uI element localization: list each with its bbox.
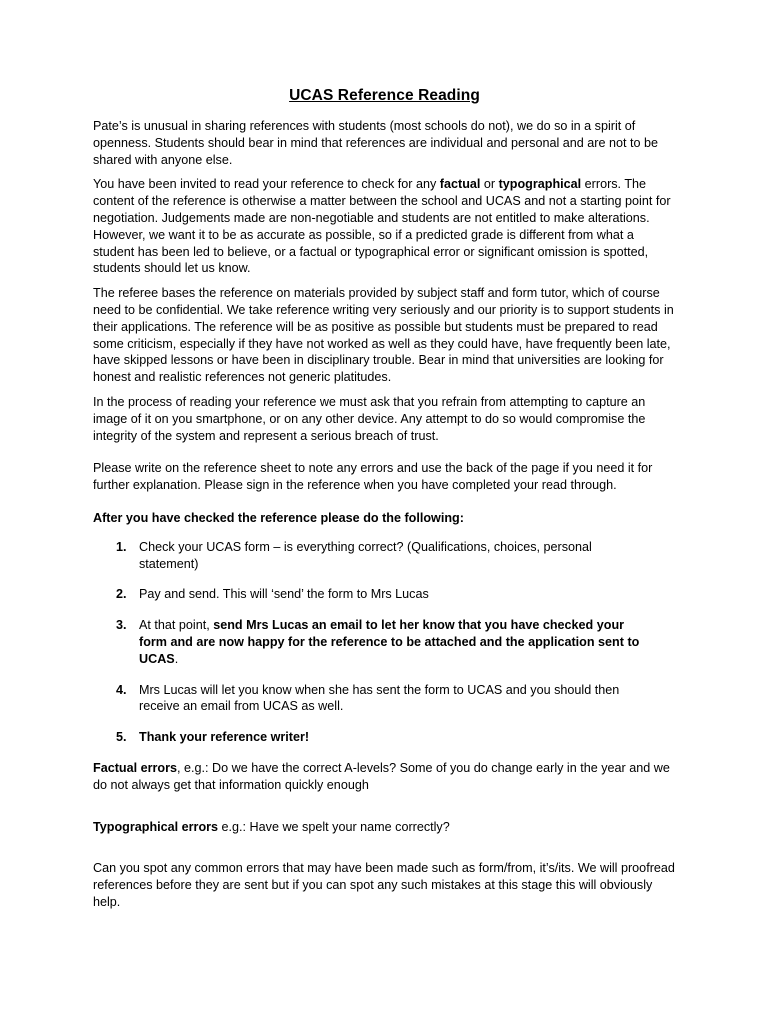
factual-errors-paragraph — [93, 760, 676, 794]
step-number: 4. — [116, 682, 127, 697]
invitation-text-d: errors. The content of the reference is otherwise a matter between the school and UCAS and not a starting point for negotiation. Judgements made are non-negotiable and students are not entitled to make alterations. However, we want it to be as accurate as possible, so if a predicted grade is different from what a student has been led to believe, or a factual or typographical error or significant omission is spotted, students should let us know. — [93, 177, 671, 276]
step-number: 3. — [116, 618, 127, 633]
step-text-bold: Thank your reference writer! — [139, 730, 310, 745]
steps-heading: After you have checked the reference please do the following: — [93, 510, 464, 525]
step-text-bold: send Mrs Lucas an email to let her know that you have checked your form and are now happy for the reference to be attached and the application sent to UCAS — [139, 618, 640, 666]
step-text — [139, 617, 676, 667]
step-text: Check your UCAS form – is everything correct? (Qualifications, choices, personal statement) — [139, 539, 592, 571]
factual-emphasis: factual — [439, 177, 481, 192]
instructions-paragraph: Please write on the reference sheet to note any errors and use the back of the page if you need it for further explanation. Please sign in the reference when you have completed your read through. — [93, 461, 653, 493]
step-text — [139, 729, 676, 746]
list-item — [93, 586, 676, 603]
list-item — [93, 729, 676, 746]
device-paragraph: In the process of reading your reference we must ask that you refrain from attempting to capture an image of it on you smartphone, or on any other device. Any attempt to do so would compromise the integrity of the system and represent a serious breach of trust. — [93, 394, 646, 443]
typographical-errors-text: e.g.: Have we spelt your name correctly? — [218, 819, 450, 834]
factual-errors-text: , e.g.: Do we have the correct A-levels? Some of you do change early in the year and we do not always get that information quickly enough — [93, 760, 670, 792]
steps-list — [93, 539, 676, 746]
step-number: 5. — [116, 730, 127, 745]
invitation-paragraph — [93, 176, 676, 277]
typographical-errors-paragraph — [93, 819, 676, 836]
step-text: Pay and send. This will ‘send’ the form to Mrs Lucas — [139, 587, 429, 602]
intro-paragraph: Pate’s is unusual in sharing references with students (most schools do not), we do so in a spirit of openness. Students should bear in mind that references are individual and personal and are not to be shared with anyone else. — [93, 119, 658, 167]
invitation-text-c: or — [480, 177, 499, 192]
list-item — [93, 682, 676, 716]
step-number: 1. — [116, 539, 127, 554]
step-text-post: . — [174, 651, 179, 666]
step-text-pre: At that point, — [139, 618, 214, 633]
typographical-errors-label: Typographical errors — [93, 819, 219, 834]
page-title: UCAS Reference Reading — [289, 87, 480, 104]
list-item — [93, 617, 676, 667]
step-number: 2. — [116, 587, 127, 602]
typographical-emphasis: typographical — [498, 177, 582, 192]
document-page — [93, 86, 676, 919]
step-text: Mrs Lucas will let you know when she has sent the form to UCAS and you should then receive an email from UCAS as well. — [139, 682, 620, 714]
factual-errors-label: Factual errors — [93, 760, 177, 775]
invitation-text-a: You have been invited to read your reference to check for any — [93, 177, 440, 192]
referee-paragraph: The referee bases the reference on materials provided by subject staff and form tutor, which of course need to be confidential. We take reference writing very seriously and our priority is to support students in their applications. The reference will be as positive as possible but students must be prepared to read some criticism, especially if they have not worked as well as they could have, have frequently been late, have skipped lessons or have been in disciplinary trouble. Bear in mind that universities are looking for honest and realistic references not generic platitudes. — [93, 286, 674, 385]
closing-paragraph: Can you spot any common errors that may have been made such as form/from, it’s/its. We will proofread references before they are sent but if you can spot any such mistakes at this stage this will obviously help. — [93, 861, 675, 909]
list-item — [93, 539, 676, 573]
